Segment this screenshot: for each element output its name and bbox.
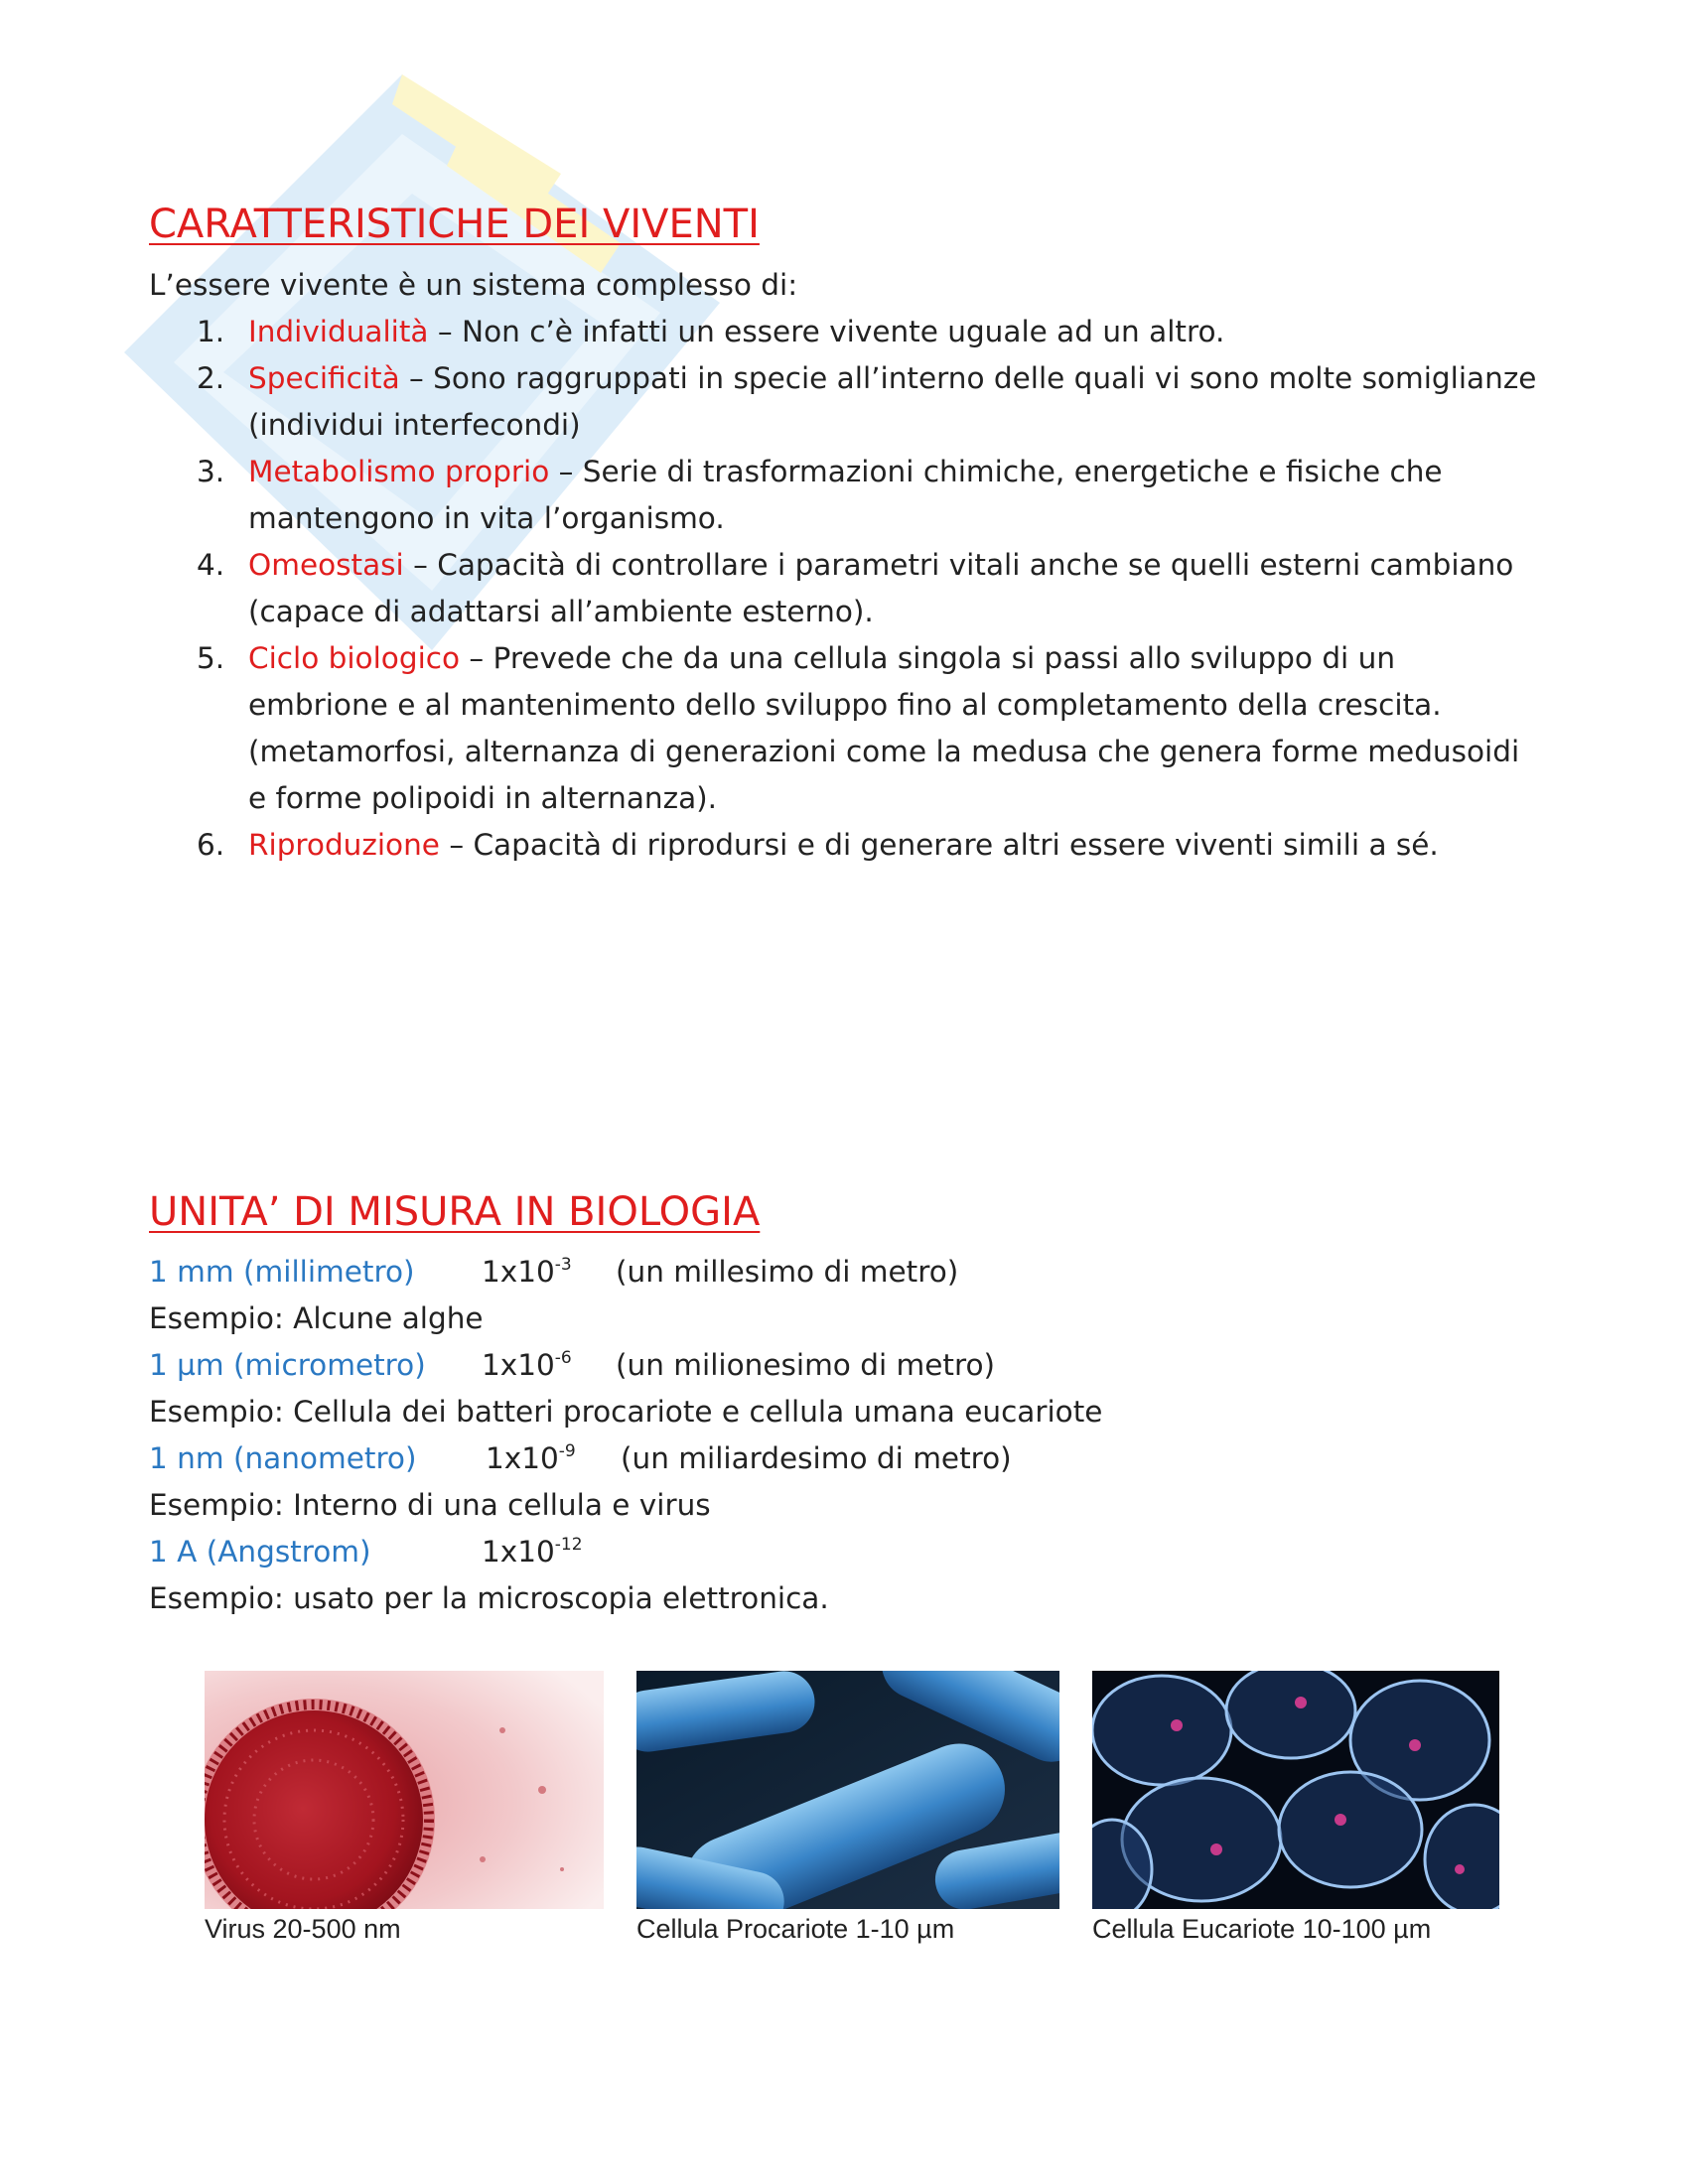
heading-units: UNITA’ DI MISURA IN BIOLOGIA [149,1189,761,1235]
prokaryote-caption: Cellula Procariote 1-10 µm [636,1914,955,1944]
unit-power [482,1529,583,1575]
list-text: – Sono raggruppati in specie all’interno delle quali vi sono molte somiglianze (individui interfecondi) [248,361,1537,442]
unit-row [149,1435,1539,1482]
list-number: 1. [197,315,225,348]
list-term: Ciclo biologico [248,641,461,675]
unit-power [486,1435,576,1482]
virus-caption: Virus 20-500 nm [205,1914,401,1944]
list-item [149,635,1539,822]
power-exponent: -6 [554,1348,572,1368]
list-term: Metabolismo proprio [248,455,550,488]
intro-text: L’essere vivente è un sistema complesso di: [149,268,798,302]
unit-example: Esempio: usato per la microscopia elettronica. [149,1581,829,1615]
unit-name: 1 µm (micrometro) [149,1348,426,1382]
list-text: – Prevede che da una cellula singola si passi allo sviluppo di un embrione e al mantenimento dello sviluppo fino al completamento della crescita. (metamorfosi, alternanza di generazioni come la medusa che genera forme medusoidi e forme polipoidi in alternanza). [248,641,1520,815]
unit-name: 1 mm (millimetro) [149,1255,415,1289]
list-number: 4. [197,548,225,582]
prokaryote-image [636,1671,1059,1909]
list-item [149,542,1539,635]
unit-description: (un miliardesimo di metro) [621,1441,1012,1475]
unit-example: Esempio: Interno di una cellula e virus [149,1488,711,1522]
unit-power [482,1249,572,1296]
power-base: 1x10 [486,1441,559,1475]
power-exponent: -9 [558,1441,576,1461]
unit-name: 1 nm (nanometro) [149,1441,417,1475]
unit-row [149,1342,1539,1389]
unit-power [482,1342,572,1389]
list-item [149,355,1539,449]
list-text: – Capacità di controllare i parametri vitali anche se quelli esterni cambiano (capace di adattarsi all’ambiente esterno). [248,548,1514,628]
list-term: Individualità [248,315,429,348]
unit-row [149,1529,1539,1575]
power-base: 1x10 [482,1348,555,1382]
eukaryote-caption: Cellula Eucariote 10-100 µm [1092,1914,1432,1944]
eukaryote-image [1092,1671,1499,1909]
list-number: 2. [197,361,225,395]
power-base: 1x10 [482,1255,555,1289]
units-block [149,1249,1539,1622]
list-text: – Non c’è infatti un essere vivente uguale ad un altro. [428,315,1225,348]
unit-example: Esempio: Cellula dei batteri procariote e cellula umana eucariote [149,1395,1103,1429]
unit-description: (un millesimo di metro) [616,1255,959,1289]
unit-description: (un milionesimo di metro) [616,1348,996,1382]
list-item [149,822,1539,869]
list-term: Riproduzione [248,828,440,862]
power-base: 1x10 [482,1535,555,1569]
list-term: Omeostasi [248,548,404,582]
list-number: 3. [197,455,225,488]
list-number: 5. [197,641,225,675]
power-exponent: -12 [554,1535,583,1555]
characteristics-list [149,309,1539,869]
unit-example: Esempio: Alcune alghe [149,1301,484,1335]
list-text: – Capacità di riprodursi e di generare altri essere viventi simili a sé. [439,828,1439,862]
unit-row [149,1249,1539,1296]
power-exponent: -3 [554,1255,572,1275]
virus-image [205,1671,604,1909]
list-item [149,309,1539,355]
list-text: – Serie di trasformazioni chimiche, energetiche e fisiche che mantengono in vita l’organismo. [248,455,1443,535]
list-term: Specificità [248,361,400,395]
list-item [149,449,1539,542]
heading-characteristics: CARATTERISTICHE DEI VIVENTI [149,202,760,247]
unit-name: 1 A (Angstrom) [149,1535,371,1569]
list-number: 6. [197,828,225,862]
